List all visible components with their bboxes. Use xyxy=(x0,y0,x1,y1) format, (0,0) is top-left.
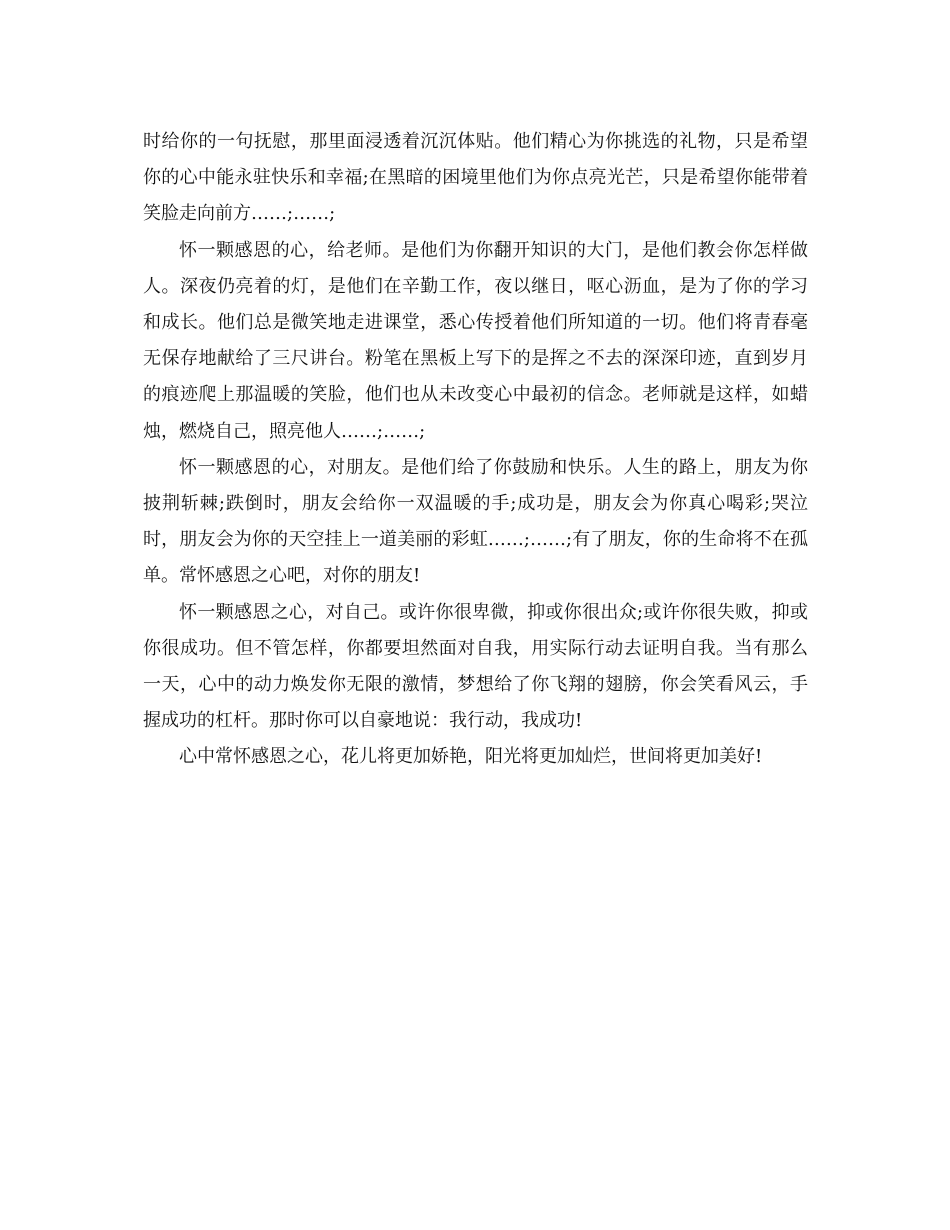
paragraph-2: 怀一颗感恩的心，给老师。是他们为你翻开知识的大门，是他们教会你怎样做人。深夜仍亮着的灯，是他们在辛勤工作，夜以继日，呕心沥血，是为了你的学习和成长。他们总是微笑地走进课堂，悉心传授着他们所知道的一切。他们将青春毫无保存地献给了三尺讲台。粉笔在黑板上写下的是挥之不去的深深印迹，直到岁月的痕迹爬上那温暖的笑脸，他们也从未改变心中最初的信念。老师就是这样，如蜡烛，燃烧自己，照亮他人……;……; xyxy=(143,239,808,442)
paragraph-1: 时给你的一句抚慰，那里面浸透着沉沉体贴。他们精心为你挑选的礼物，只是希望你的心中能永驻快乐和幸福;在黑暗的困境里他们为你点亮光芒，只是希望你能带着笑脸走向前方……;……; xyxy=(143,131,808,225)
paragraph-4: 怀一颗感恩之心，对自己。或许你很卑微，抑或你很出众;或许你很失败，抑或你很成功。但不管怎样，你都要坦然面对自我，用实际行动去证明自我。当有那么一天，心中的动力焕发你无限的激情，梦想给了你飞翔的翅膀，你会笑看风云，手握成功的杠杆。那时你可以自豪地说：我行动，我成功! xyxy=(143,601,808,732)
paragraph-3: 怀一颗感恩的心，对朋友。是他们给了你鼓励和快乐。人生的路上，朋友为你披荆斩棘;跌倒时，朋友会给你一双温暖的手;成功是，朋友会为你真心喝彩;哭泣时，朋友会为你的天空挂上一道美丽的彩虹……;……;有了朋友，你的生命将不在孤单。常怀感恩之心吧，对你的朋友! xyxy=(143,456,808,587)
document-body xyxy=(143,124,808,776)
paragraph-5: 心中常怀感恩之心，花儿将更加娇艳，阳光将更加灿烂，世间将更加美好! xyxy=(179,746,763,768)
